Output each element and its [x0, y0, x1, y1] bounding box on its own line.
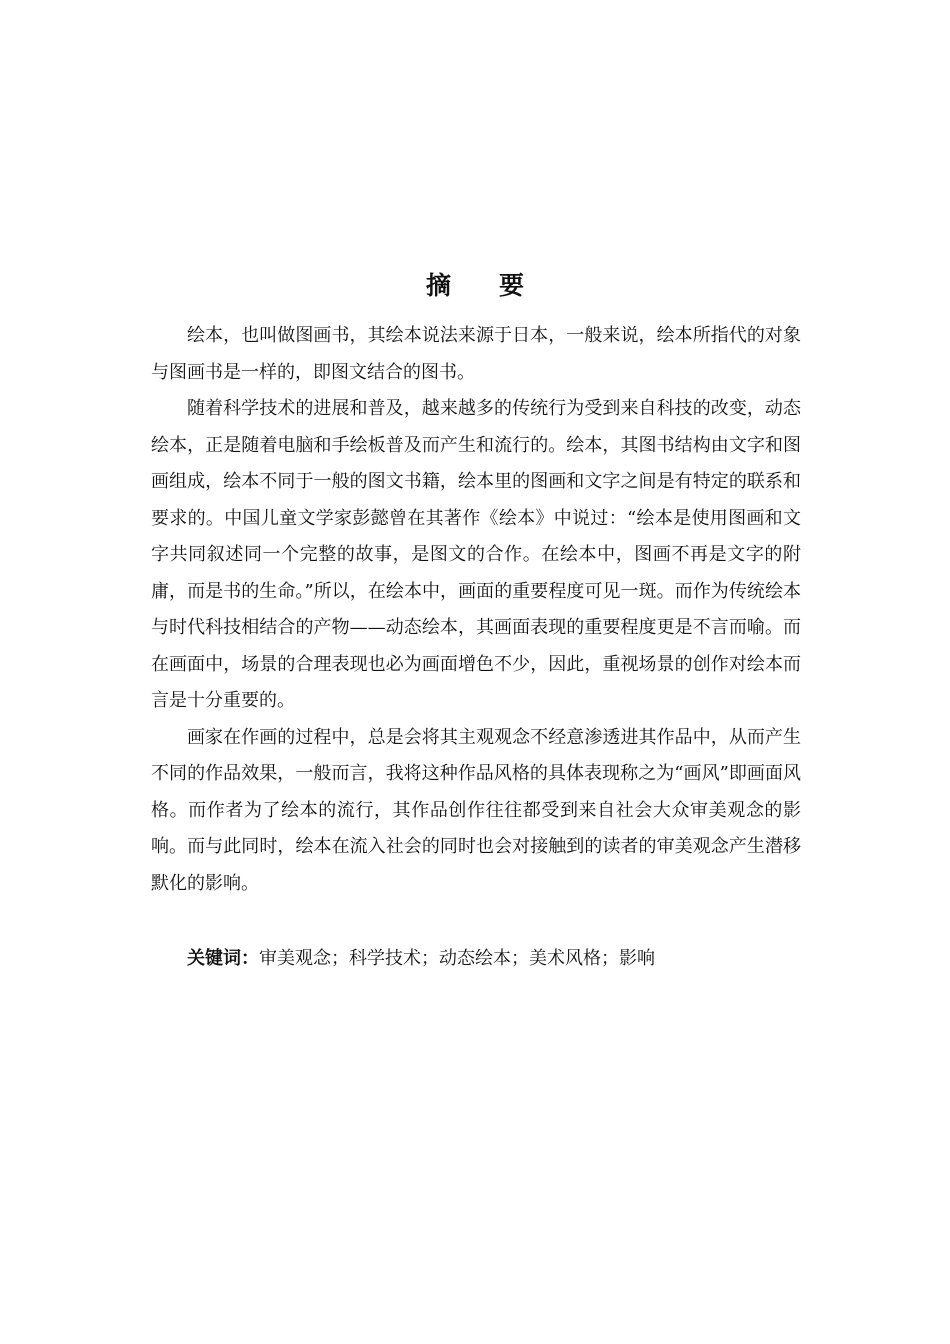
abstract-body [151, 318, 801, 902]
abstract-paragraph-3: 画家在作画的过程中，总是会将其主观观念不经意渗透进其作品中，从而产生不同的作品效果，一般而言，我将这种作品风格的具体表现称之为“画风”即画面风格。而作者为了绘本的流行，其作品创作往往都受到来自社会大众审美观念的影响。而与此同时，绘本在流入社会的同时也会对接触到的读者的审美观念产生潜移默化的影响。 [151, 726, 801, 894]
keywords-label: 关键词： [187, 948, 259, 969]
abstract-paragraph-1: 绘本，也叫做图画书，其绘本说法来源于日本，一般来说，绘本所指代的对象与图画书是一样的，即图文结合的图书。 [151, 325, 801, 383]
keywords-list: 审美观念；科学技术；动态绘本；美术风格；影响 [259, 948, 655, 969]
keywords-line [187, 941, 807, 977]
abstract-paragraph-2: 随着科学技术的进展和普及，越来越多的传统行为受到来自科技的改变，动态绘本，正是随着电脑和手绘板普及而产生和流行的。绘本，其图书结构由文字和图画组成，绘本不同于一般的图文书籍，绘本里的图画和文字之间是有特定的联系和要求的。中国儿童文学家彭懿曾在其著作《绘本》中说过：“绘本是使用图画和文字共同叙述同一个完整的故事，是图文的合作。在绘本中，图画不再是文字的附庸，而是书的生命。”所以，在绘本中，画面的重要程度可见一斑。而作为传统绘本与时代科技相结合的产物——动态绘本，其画面表现的重要程度更是不言而喻。而在画面中，场景的合理表现也必为画面增色不少，因此，重视场景的创作对绘本而言是十分重要的。 [151, 398, 801, 711]
abstract-title: 摘要 [425, 271, 572, 300]
